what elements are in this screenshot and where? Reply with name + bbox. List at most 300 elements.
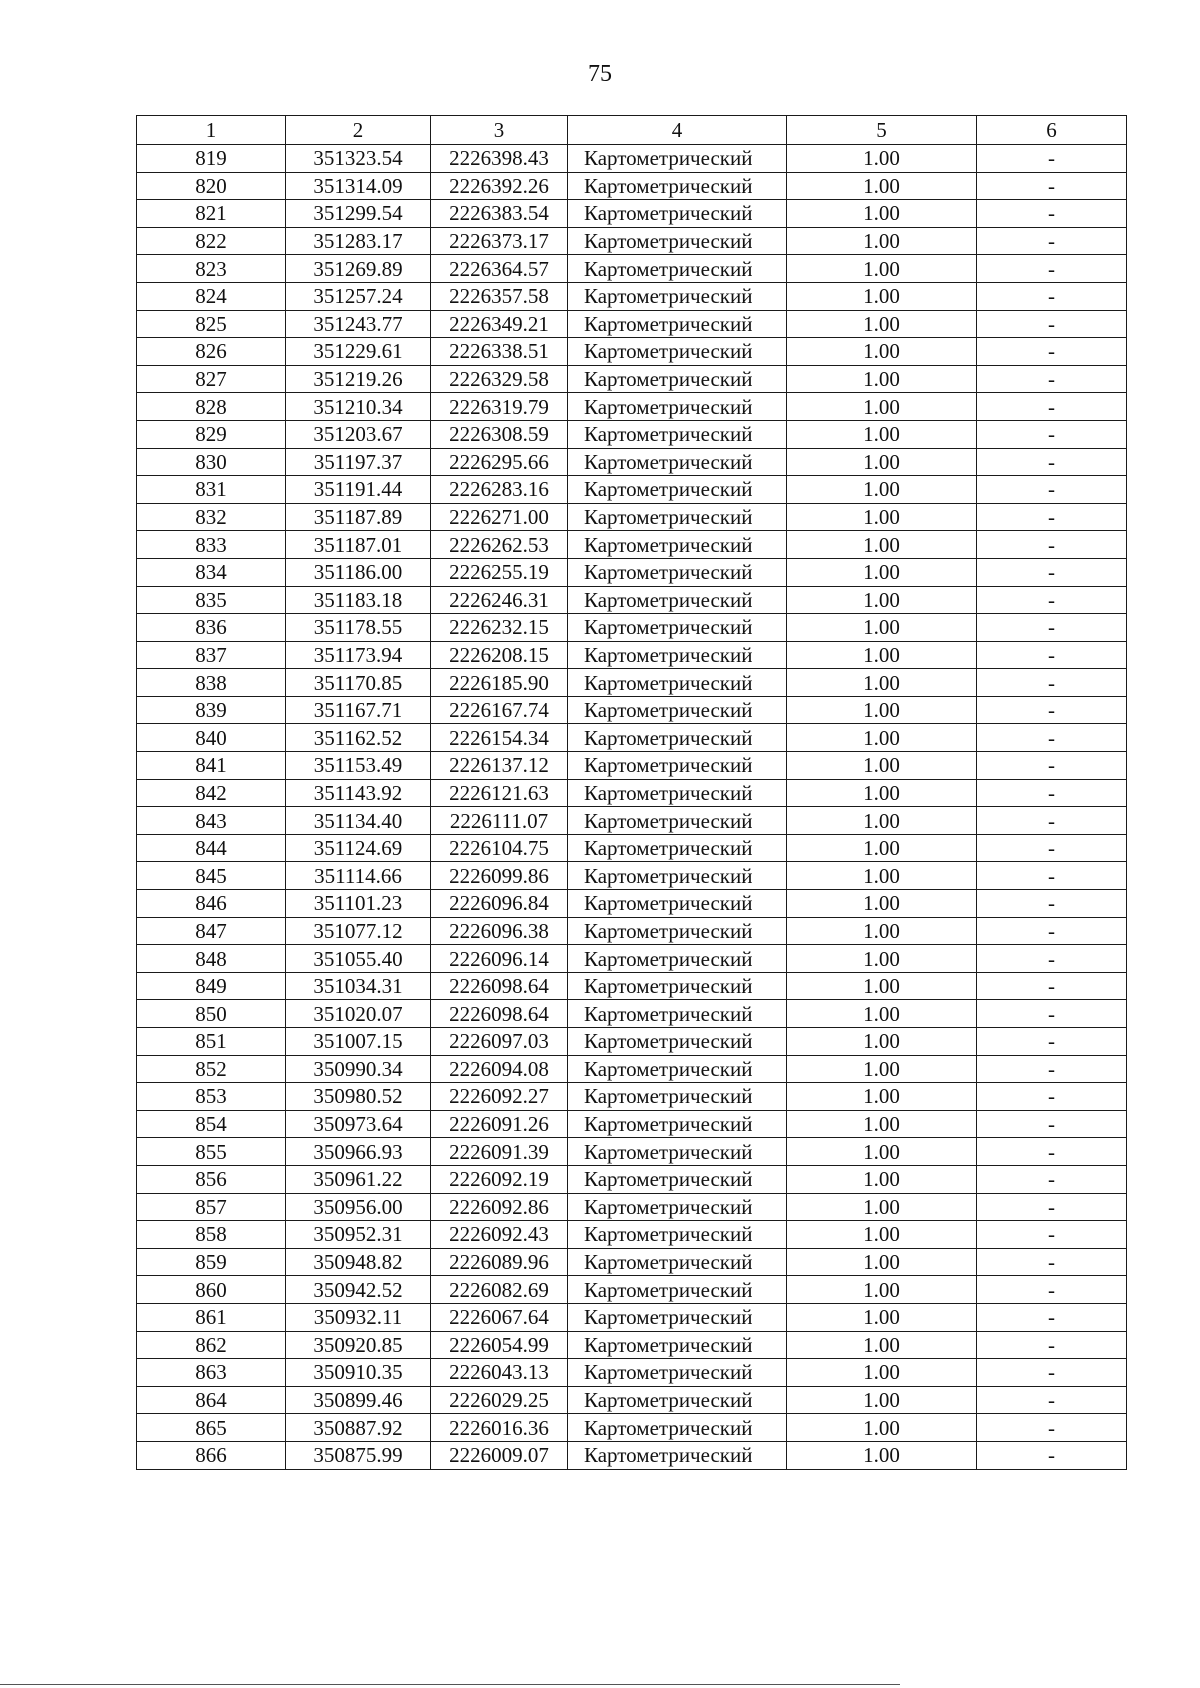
point-number-cell: 846: [137, 890, 286, 918]
note-cell: -: [977, 310, 1127, 338]
accuracy-cell: 1.00: [787, 862, 977, 890]
method-cell: Картометрический: [568, 641, 787, 669]
method-cell: Картометрический: [568, 476, 787, 504]
note-cell: -: [977, 972, 1127, 1000]
accuracy-cell: 1.00: [787, 917, 977, 945]
note-cell: -: [977, 1386, 1127, 1414]
method-cell: Картометрический: [568, 724, 787, 752]
table-row: [137, 393, 1127, 421]
y-coordinate-cell: 2226232.15: [431, 614, 568, 642]
table-row: [137, 1028, 1127, 1056]
x-coordinate-cell: 351283.17: [286, 227, 431, 255]
note-cell: -: [977, 1000, 1127, 1028]
x-coordinate-cell: 351167.71: [286, 696, 431, 724]
coordinates-table: [136, 115, 1127, 1470]
accuracy-cell: 1.00: [787, 1303, 977, 1331]
note-cell: -: [977, 476, 1127, 504]
x-coordinate-cell: 351210.34: [286, 393, 431, 421]
note-cell: -: [977, 503, 1127, 531]
y-coordinate-cell: 2226271.00: [431, 503, 568, 531]
x-coordinate-cell: 351077.12: [286, 917, 431, 945]
y-coordinate-cell: 2226054.99: [431, 1331, 568, 1359]
method-cell: Картометрический: [568, 448, 787, 476]
y-coordinate-cell: 2226096.38: [431, 917, 568, 945]
point-number-cell: 829: [137, 420, 286, 448]
accuracy-cell: 1.00: [787, 227, 977, 255]
column-header: 6: [977, 116, 1127, 145]
column-header: 5: [787, 116, 977, 145]
table-row: [137, 1110, 1127, 1138]
x-coordinate-cell: 350887.92: [286, 1414, 431, 1442]
x-coordinate-cell: 351101.23: [286, 890, 431, 918]
method-cell: Картометрический: [568, 807, 787, 835]
note-cell: -: [977, 917, 1127, 945]
note-cell: -: [977, 1441, 1127, 1469]
point-number-cell: 855: [137, 1138, 286, 1166]
table-row: [137, 586, 1127, 614]
accuracy-cell: 1.00: [787, 448, 977, 476]
note-cell: -: [977, 338, 1127, 366]
x-coordinate-cell: 351229.61: [286, 338, 431, 366]
x-coordinate-cell: 350875.99: [286, 1441, 431, 1469]
x-coordinate-cell: 351178.55: [286, 614, 431, 642]
accuracy-cell: 1.00: [787, 200, 977, 228]
table-row: [137, 338, 1127, 366]
accuracy-cell: 1.00: [787, 945, 977, 973]
table-row: [137, 669, 1127, 697]
table-row: [137, 945, 1127, 973]
accuracy-cell: 1.00: [787, 779, 977, 807]
point-number-cell: 865: [137, 1414, 286, 1442]
y-coordinate-cell: 2226043.13: [431, 1359, 568, 1387]
table-row: [137, 1303, 1127, 1331]
y-coordinate-cell: 2226091.39: [431, 1138, 568, 1166]
note-cell: -: [977, 807, 1127, 835]
note-cell: -: [977, 365, 1127, 393]
y-coordinate-cell: 2226092.19: [431, 1165, 568, 1193]
y-coordinate-cell: 2226099.86: [431, 862, 568, 890]
y-coordinate-cell: 2226319.79: [431, 393, 568, 421]
x-coordinate-cell: 350899.46: [286, 1386, 431, 1414]
accuracy-cell: 1.00: [787, 1110, 977, 1138]
y-coordinate-cell: 2226121.63: [431, 779, 568, 807]
method-cell: Картометрический: [568, 1414, 787, 1442]
accuracy-cell: 1.00: [787, 724, 977, 752]
method-cell: Картометрический: [568, 1083, 787, 1111]
x-coordinate-cell: 351034.31: [286, 972, 431, 1000]
x-coordinate-cell: 351191.44: [286, 476, 431, 504]
method-cell: Картометрический: [568, 834, 787, 862]
x-coordinate-cell: 350910.35: [286, 1359, 431, 1387]
y-coordinate-cell: 2226383.54: [431, 200, 568, 228]
note-cell: -: [977, 145, 1127, 173]
x-coordinate-cell: 350961.22: [286, 1165, 431, 1193]
point-number-cell: 833: [137, 531, 286, 559]
x-coordinate-cell: 351299.54: [286, 200, 431, 228]
accuracy-cell: 1.00: [787, 255, 977, 283]
method-cell: Картометрический: [568, 1138, 787, 1166]
accuracy-cell: 1.00: [787, 586, 977, 614]
y-coordinate-cell: 2226096.84: [431, 890, 568, 918]
accuracy-cell: 1.00: [787, 1000, 977, 1028]
point-number-cell: 866: [137, 1441, 286, 1469]
x-coordinate-cell: 351314.09: [286, 172, 431, 200]
point-number-cell: 832: [137, 503, 286, 531]
accuracy-cell: 1.00: [787, 1193, 977, 1221]
accuracy-cell: 1.00: [787, 1441, 977, 1469]
accuracy-cell: 1.00: [787, 972, 977, 1000]
y-coordinate-cell: 2226137.12: [431, 752, 568, 780]
accuracy-cell: 1.00: [787, 1248, 977, 1276]
accuracy-cell: 1.00: [787, 1276, 977, 1304]
x-coordinate-cell: 351323.54: [286, 145, 431, 173]
note-cell: -: [977, 1414, 1127, 1442]
note-cell: -: [977, 1193, 1127, 1221]
note-cell: -: [977, 1138, 1127, 1166]
accuracy-cell: 1.00: [787, 1359, 977, 1387]
note-cell: -: [977, 1359, 1127, 1387]
x-coordinate-cell: 351187.89: [286, 503, 431, 531]
note-cell: -: [977, 1110, 1127, 1138]
method-cell: Картометрический: [568, 1276, 787, 1304]
method-cell: Картометрический: [568, 1000, 787, 1028]
y-coordinate-cell: 2226167.74: [431, 696, 568, 724]
point-number-cell: 861: [137, 1303, 286, 1331]
y-coordinate-cell: 2226154.34: [431, 724, 568, 752]
column-header: 2: [286, 116, 431, 145]
table-row: [137, 282, 1127, 310]
table-row: [137, 724, 1127, 752]
point-number-cell: 830: [137, 448, 286, 476]
point-number-cell: 851: [137, 1028, 286, 1056]
method-cell: Картометрический: [568, 227, 787, 255]
table-row: [137, 1055, 1127, 1083]
table-row: [137, 614, 1127, 642]
point-number-cell: 848: [137, 945, 286, 973]
note-cell: -: [977, 834, 1127, 862]
table-row: [137, 1000, 1127, 1028]
table-row: [137, 1138, 1127, 1166]
note-cell: -: [977, 420, 1127, 448]
method-cell: Картометрический: [568, 1193, 787, 1221]
x-coordinate-cell: 350966.93: [286, 1138, 431, 1166]
point-number-cell: 819: [137, 145, 286, 173]
table-row: [137, 917, 1127, 945]
table-row: [137, 145, 1127, 173]
table-row: [137, 420, 1127, 448]
x-coordinate-cell: 351134.40: [286, 807, 431, 835]
x-coordinate-cell: 351020.07: [286, 1000, 431, 1028]
table-row: [137, 890, 1127, 918]
table-row: [137, 172, 1127, 200]
x-coordinate-cell: 351170.85: [286, 669, 431, 697]
y-coordinate-cell: 2226246.31: [431, 586, 568, 614]
method-cell: Картометрический: [568, 917, 787, 945]
table-row: [137, 310, 1127, 338]
y-coordinate-cell: 2226349.21: [431, 310, 568, 338]
point-number-cell: 843: [137, 807, 286, 835]
y-coordinate-cell: 2226009.07: [431, 1441, 568, 1469]
accuracy-cell: 1.00: [787, 1138, 977, 1166]
point-number-cell: 853: [137, 1083, 286, 1111]
point-number-cell: 825: [137, 310, 286, 338]
y-coordinate-cell: 2226082.69: [431, 1276, 568, 1304]
note-cell: -: [977, 172, 1127, 200]
table-row: [137, 1386, 1127, 1414]
accuracy-cell: 1.00: [787, 1165, 977, 1193]
x-coordinate-cell: 350932.11: [286, 1303, 431, 1331]
note-cell: -: [977, 752, 1127, 780]
table-row: [137, 255, 1127, 283]
note-cell: -: [977, 1055, 1127, 1083]
point-number-cell: 834: [137, 558, 286, 586]
point-number-cell: 840: [137, 724, 286, 752]
accuracy-cell: 1.00: [787, 1386, 977, 1414]
x-coordinate-cell: 350942.52: [286, 1276, 431, 1304]
page-number: 75: [588, 61, 612, 87]
note-cell: -: [977, 669, 1127, 697]
method-cell: Картометрический: [568, 338, 787, 366]
method-cell: Картометрический: [568, 945, 787, 973]
y-coordinate-cell: 2226092.27: [431, 1083, 568, 1111]
point-number-cell: 828: [137, 393, 286, 421]
table-row: [137, 641, 1127, 669]
y-coordinate-cell: 2226208.15: [431, 641, 568, 669]
method-cell: Картометрический: [568, 145, 787, 173]
point-number-cell: 823: [137, 255, 286, 283]
point-number-cell: 849: [137, 972, 286, 1000]
table-body: [137, 145, 1127, 1470]
method-cell: Картометрический: [568, 1028, 787, 1056]
note-cell: -: [977, 1331, 1127, 1359]
note-cell: -: [977, 696, 1127, 724]
method-cell: Картометрический: [568, 696, 787, 724]
point-number-cell: 863: [137, 1359, 286, 1387]
y-coordinate-cell: 2226098.64: [431, 972, 568, 1000]
x-coordinate-cell: 351162.52: [286, 724, 431, 752]
point-number-cell: 821: [137, 200, 286, 228]
y-coordinate-cell: 2226016.36: [431, 1414, 568, 1442]
point-number-cell: 854: [137, 1110, 286, 1138]
accuracy-cell: 1.00: [787, 172, 977, 200]
y-coordinate-cell: 2226096.14: [431, 945, 568, 973]
y-coordinate-cell: 2226262.53: [431, 531, 568, 559]
y-coordinate-cell: 2226185.90: [431, 669, 568, 697]
point-number-cell: 835: [137, 586, 286, 614]
point-number-cell: 837: [137, 641, 286, 669]
accuracy-cell: 1.00: [787, 558, 977, 586]
accuracy-cell: 1.00: [787, 1055, 977, 1083]
note-cell: -: [977, 1165, 1127, 1193]
accuracy-cell: 1.00: [787, 834, 977, 862]
point-number-cell: 845: [137, 862, 286, 890]
point-number-cell: 831: [137, 476, 286, 504]
table-row: [137, 1165, 1127, 1193]
x-coordinate-cell: 351007.15: [286, 1028, 431, 1056]
table-row: [137, 834, 1127, 862]
note-cell: -: [977, 779, 1127, 807]
point-number-cell: 827: [137, 365, 286, 393]
accuracy-cell: 1.00: [787, 145, 977, 173]
method-cell: Картометрический: [568, 972, 787, 1000]
table-row: [137, 972, 1127, 1000]
x-coordinate-cell: 351173.94: [286, 641, 431, 669]
y-coordinate-cell: 2226398.43: [431, 145, 568, 173]
point-number-cell: 858: [137, 1221, 286, 1249]
y-coordinate-cell: 2226029.25: [431, 1386, 568, 1414]
y-coordinate-cell: 2226364.57: [431, 255, 568, 283]
accuracy-cell: 1.00: [787, 614, 977, 642]
method-cell: Картометрический: [568, 862, 787, 890]
point-number-cell: 857: [137, 1193, 286, 1221]
point-number-cell: 839: [137, 696, 286, 724]
table-row: [137, 531, 1127, 559]
point-number-cell: 822: [137, 227, 286, 255]
accuracy-cell: 1.00: [787, 420, 977, 448]
accuracy-cell: 1.00: [787, 807, 977, 835]
point-number-cell: 856: [137, 1165, 286, 1193]
method-cell: Картометрический: [568, 531, 787, 559]
column-header: 1: [137, 116, 286, 145]
note-cell: -: [977, 531, 1127, 559]
point-number-cell: 864: [137, 1386, 286, 1414]
accuracy-cell: 1.00: [787, 531, 977, 559]
accuracy-cell: 1.00: [787, 365, 977, 393]
y-coordinate-cell: 2226092.86: [431, 1193, 568, 1221]
note-cell: -: [977, 641, 1127, 669]
method-cell: Картометрический: [568, 393, 787, 421]
method-cell: Картометрический: [568, 420, 787, 448]
header-row: [137, 116, 1127, 145]
y-coordinate-cell: 2226338.51: [431, 338, 568, 366]
x-coordinate-cell: 350956.00: [286, 1193, 431, 1221]
table-row: [137, 779, 1127, 807]
note-cell: -: [977, 945, 1127, 973]
table-row: [137, 1441, 1127, 1469]
y-coordinate-cell: 2226098.64: [431, 1000, 568, 1028]
x-coordinate-cell: 351114.66: [286, 862, 431, 890]
x-coordinate-cell: 351183.18: [286, 586, 431, 614]
point-number-cell: 824: [137, 282, 286, 310]
x-coordinate-cell: 351219.26: [286, 365, 431, 393]
table-row: [137, 752, 1127, 780]
x-coordinate-cell: 351257.24: [286, 282, 431, 310]
note-cell: -: [977, 393, 1127, 421]
note-cell: -: [977, 1276, 1127, 1304]
note-cell: -: [977, 1028, 1127, 1056]
method-cell: Картометрический: [568, 200, 787, 228]
y-coordinate-cell: 2226067.64: [431, 1303, 568, 1331]
x-coordinate-cell: 350980.52: [286, 1083, 431, 1111]
x-coordinate-cell: 351153.49: [286, 752, 431, 780]
method-cell: Картометрический: [568, 255, 787, 283]
note-cell: -: [977, 1248, 1127, 1276]
x-coordinate-cell: 350948.82: [286, 1248, 431, 1276]
y-coordinate-cell: 2226094.08: [431, 1055, 568, 1083]
note-cell: -: [977, 558, 1127, 586]
method-cell: Картометрический: [568, 1110, 787, 1138]
note-cell: -: [977, 1221, 1127, 1249]
method-cell: Картометрический: [568, 752, 787, 780]
table-row: [137, 558, 1127, 586]
table-row: [137, 807, 1127, 835]
accuracy-cell: 1.00: [787, 393, 977, 421]
y-coordinate-cell: 2226329.58: [431, 365, 568, 393]
method-cell: Картометрический: [568, 1221, 787, 1249]
note-cell: -: [977, 255, 1127, 283]
method-cell: Картометрический: [568, 614, 787, 642]
note-cell: -: [977, 586, 1127, 614]
method-cell: Картометрический: [568, 1165, 787, 1193]
note-cell: -: [977, 1083, 1127, 1111]
table-header: [137, 116, 1127, 145]
point-number-cell: 826: [137, 338, 286, 366]
note-cell: -: [977, 614, 1127, 642]
table-row: [137, 862, 1127, 890]
point-number-cell: 841: [137, 752, 286, 780]
y-coordinate-cell: 2226097.03: [431, 1028, 568, 1056]
table-row: [137, 1193, 1127, 1221]
y-coordinate-cell: 2226392.26: [431, 172, 568, 200]
y-coordinate-cell: 2226373.17: [431, 227, 568, 255]
accuracy-cell: 1.00: [787, 696, 977, 724]
method-cell: Картометрический: [568, 586, 787, 614]
y-coordinate-cell: 2226111.07: [431, 807, 568, 835]
point-number-cell: 862: [137, 1331, 286, 1359]
bottom-rule: [0, 1684, 900, 1685]
x-coordinate-cell: 351124.69: [286, 834, 431, 862]
method-cell: Картометрический: [568, 669, 787, 697]
y-coordinate-cell: 2226357.58: [431, 282, 568, 310]
accuracy-cell: 1.00: [787, 476, 977, 504]
note-cell: -: [977, 724, 1127, 752]
point-number-cell: 850: [137, 1000, 286, 1028]
x-coordinate-cell: 351203.67: [286, 420, 431, 448]
note-cell: -: [977, 227, 1127, 255]
method-cell: Картометрический: [568, 1303, 787, 1331]
column-header: 3: [431, 116, 568, 145]
table-row: [137, 1083, 1127, 1111]
y-coordinate-cell: 2226295.66: [431, 448, 568, 476]
table-row: [137, 1414, 1127, 1442]
y-coordinate-cell: 2226091.26: [431, 1110, 568, 1138]
accuracy-cell: 1.00: [787, 752, 977, 780]
x-coordinate-cell: 350920.85: [286, 1331, 431, 1359]
table-row: [137, 1359, 1127, 1387]
x-coordinate-cell: 350973.64: [286, 1110, 431, 1138]
point-number-cell: 860: [137, 1276, 286, 1304]
point-number-cell: 836: [137, 614, 286, 642]
accuracy-cell: 1.00: [787, 669, 977, 697]
table-row: [137, 503, 1127, 531]
note-cell: -: [977, 1303, 1127, 1331]
point-number-cell: 820: [137, 172, 286, 200]
accuracy-cell: 1.00: [787, 1028, 977, 1056]
method-cell: Картометрический: [568, 1248, 787, 1276]
point-number-cell: 859: [137, 1248, 286, 1276]
x-coordinate-cell: 350990.34: [286, 1055, 431, 1083]
accuracy-cell: 1.00: [787, 282, 977, 310]
x-coordinate-cell: 351143.92: [286, 779, 431, 807]
table-row: [137, 227, 1127, 255]
accuracy-cell: 1.00: [787, 1414, 977, 1442]
accuracy-cell: 1.00: [787, 1221, 977, 1249]
table-row: [137, 448, 1127, 476]
table-row: [137, 1248, 1127, 1276]
accuracy-cell: 1.00: [787, 503, 977, 531]
y-coordinate-cell: 2226308.59: [431, 420, 568, 448]
table-row: [137, 200, 1127, 228]
